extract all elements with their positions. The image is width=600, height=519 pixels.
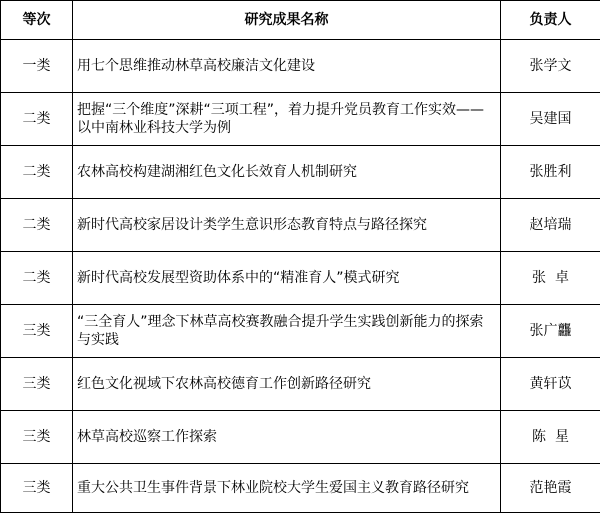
table-header-row [1,1,600,40]
cell-title: 红色文化视域下农林高校德育工作创新路径研究 [73,358,501,411]
cell-level: 三类 [1,305,73,358]
table-row [1,40,600,93]
cell-title: 用七个思维推动林草高校廉洁文化建设 [73,40,501,93]
cell-level: 二类 [1,93,73,146]
table-row [1,146,600,199]
header-title: 研究成果名称 [73,1,501,40]
cell-title: 新时代高校发展型资助体系中的“精准育人”模式研究 [73,252,501,305]
cell-owner: 张胜利 [501,146,600,199]
cell-level: 一类 [1,40,73,93]
table-row [1,358,600,411]
cell-level: 三类 [1,411,73,464]
table-row [1,199,600,252]
cell-owner: 张 卓 [501,252,600,305]
cell-level: 二类 [1,252,73,305]
cell-title: 把握“三个维度”深耕“三项工程”，着力提升党员教育工作实效——以中南林业科技大学为例 [73,93,501,146]
cell-title: 重大公共卫生事件背景下林业院校大学生爱国主义教育路径研究 [73,464,501,513]
cell-title: 林草高校巡察工作探索 [73,411,501,464]
table-row [1,464,600,513]
header-owner: 负责人 [501,1,600,40]
cell-owner: 黄轩苡 [501,358,600,411]
cell-level: 二类 [1,199,73,252]
cell-level: 三类 [1,464,73,513]
cell-owner: 范艳霞 [501,464,600,513]
cell-title: 新时代高校家居设计类学生意识形态教育特点与路径探究 [73,199,501,252]
cell-title: 农林高校构建湖湘红色文化长效育人机制研究 [73,146,501,199]
table-row [1,411,600,464]
cell-level: 三类 [1,358,73,411]
cell-title: “三全育人”理念下林草高校赛教融合提升学生实践创新能力的探索与实践 [73,305,501,358]
cell-owner: 赵培瑞 [501,199,600,252]
cell-owner: 张学文 [501,40,600,93]
cell-owner: 陈 星 [501,411,600,464]
table-row [1,252,600,305]
cell-owner: 张广龘 [501,305,600,358]
table-row [1,93,600,146]
table-row [1,305,600,358]
header-level: 等次 [1,1,73,40]
cell-owner: 吴建国 [501,93,600,146]
cell-level: 二类 [1,146,73,199]
